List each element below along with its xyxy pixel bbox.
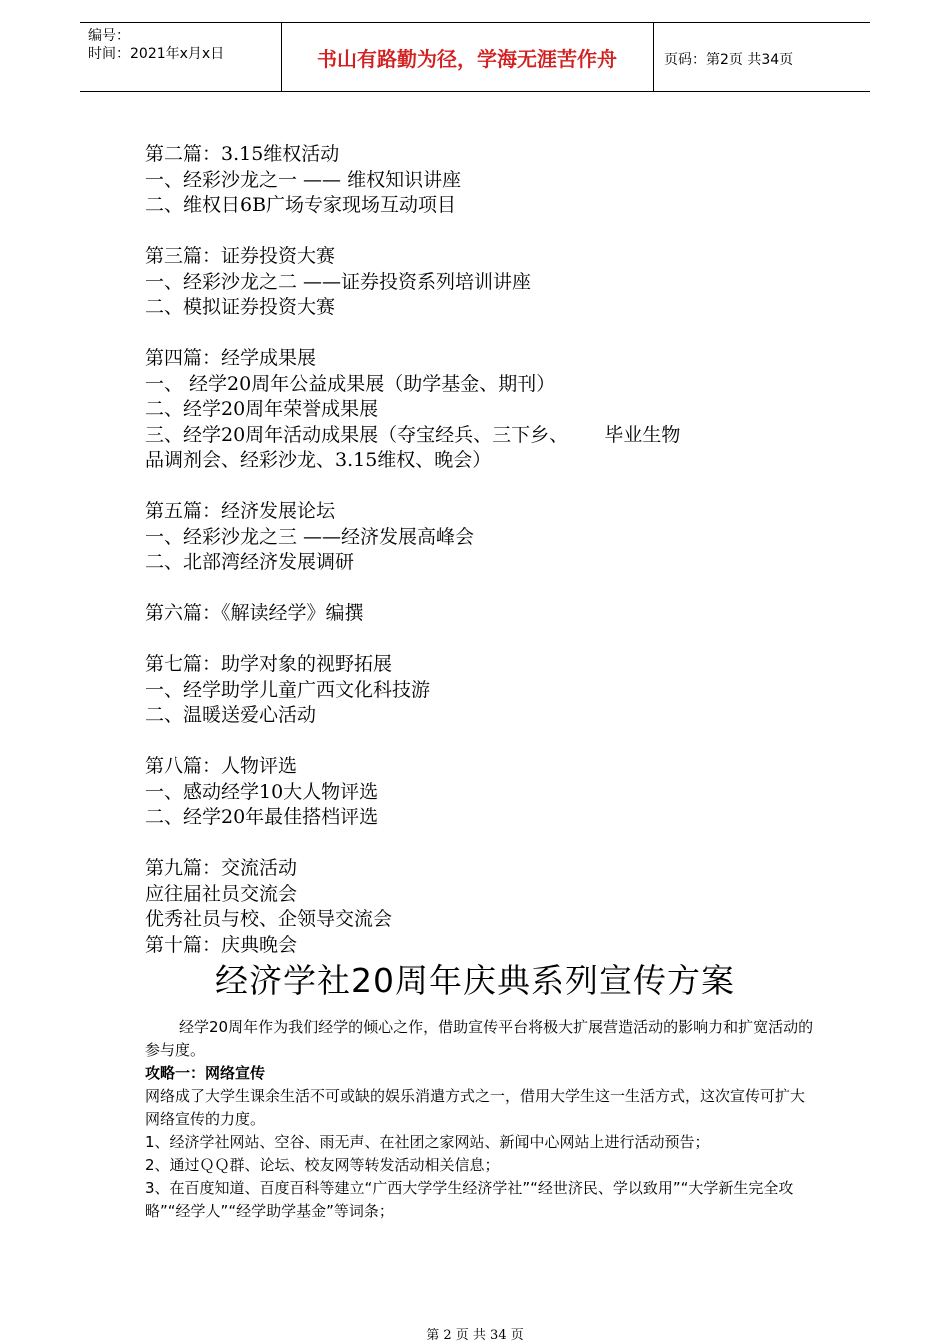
strategy-item: 1、经济学社网站、空谷、雨无声、在社团之家网站、新闻中心网站上进行活动预告； — [145, 1133, 710, 1151]
strategy-paragraph: 网络成了大学生课余生活不可或缺的娱乐消遣方式之一，借用大学生这一生活方式，这次宣传可扩大网络宣传的力度。 — [145, 1087, 806, 1128]
section-item: 优秀社员与校、企领导交流会 — [145, 908, 393, 930]
plan-body — [145, 1016, 815, 1223]
strategy-item: 3、在百度知道、百度百科等建立“广西大学学生经济学社”“经世济民、学以致用”“大学新生完全攻略”“经学人”“经学助学基金”等词条； — [145, 1179, 794, 1220]
section-item: 二、北部湾经济发展调研 — [145, 551, 355, 573]
section-title: 第五篇：经济发展论坛 — [145, 500, 336, 522]
section-item: 一、经学助学儿童广西文化科技游 — [145, 678, 431, 701]
strategy-item: 2、通过ＱＱ群、论坛、校友网等转发活动相关信息； — [145, 1156, 500, 1174]
section-item: 一、经彩沙龙之三 ——经济发展高峰会 — [145, 525, 475, 548]
section-title: 第三篇：证券投资大赛 — [145, 245, 336, 267]
section-title: 第七篇：助学对象的视野拓展 — [145, 653, 393, 675]
section-title: 第八篇：人物评选 — [145, 755, 298, 777]
section-item: 品调剂会、经彩沙龙、3.15维权、晚会） — [145, 449, 492, 471]
section-item: 一、感动经学10大人物评选 — [145, 780, 379, 803]
plan-intro: 经学20周年作为我们经学的倾心之作，借助宣传平台将极大扩展营造活动的影响力和扩宽活动的参与度。 — [145, 1018, 814, 1059]
plan-title: 经济学社20周年庆典系列宣传方案 — [215, 961, 735, 1000]
section-title: 第二篇：3.15维权活动 — [145, 143, 340, 165]
section-item: 三、经学20周年活动成果展（夺宝经兵、三下乡、 毕业生物 — [145, 423, 681, 446]
section-item: 一、经彩沙龙之一 —— 维权知识讲座 — [145, 168, 462, 191]
page-code: 页码：第2页 共34页 — [664, 52, 794, 68]
section-title: 第九篇：交流活动 — [145, 857, 298, 879]
document-number-label: 编号： — [88, 28, 130, 44]
section-item: 二、经学20年最佳搭档评选 — [145, 806, 379, 828]
header-divider — [653, 23, 654, 91]
section-title: 第十篇：庆典晚会 — [145, 933, 298, 956]
page-footer: 第 2 页 共 34 页 — [426, 1328, 524, 1343]
section-title: 第六篇：《解读经学》编撰 — [145, 602, 364, 624]
section-item: 二、维权日6B广场专家现场互动项目 — [145, 194, 457, 216]
strategy-heading: 攻略一：网络宣传 — [145, 1064, 266, 1082]
event-outline — [145, 142, 825, 958]
header-motto: 书山有路勤为径，学海无涯苦作舟 — [317, 46, 617, 71]
section-item: 一、 经学20周年公益成果展（助学基金、期刊） — [145, 372, 556, 395]
document-date: 时间：2021年x月x日 — [88, 46, 225, 62]
section-item: 应往届社员交流会 — [145, 882, 298, 905]
section-item: 二、模拟证券投资大赛 — [145, 296, 336, 318]
section-item: 一、经彩沙龙之二 ——证券投资系列培训讲座 — [145, 270, 532, 293]
section-item: 二、经学20周年荣誉成果展 — [145, 398, 379, 420]
section-item: 二、温暖送爱心活动 — [145, 704, 317, 726]
header-meta — [88, 27, 224, 63]
section-title: 第四篇：经学成果展 — [145, 347, 317, 369]
page-header — [80, 22, 870, 92]
